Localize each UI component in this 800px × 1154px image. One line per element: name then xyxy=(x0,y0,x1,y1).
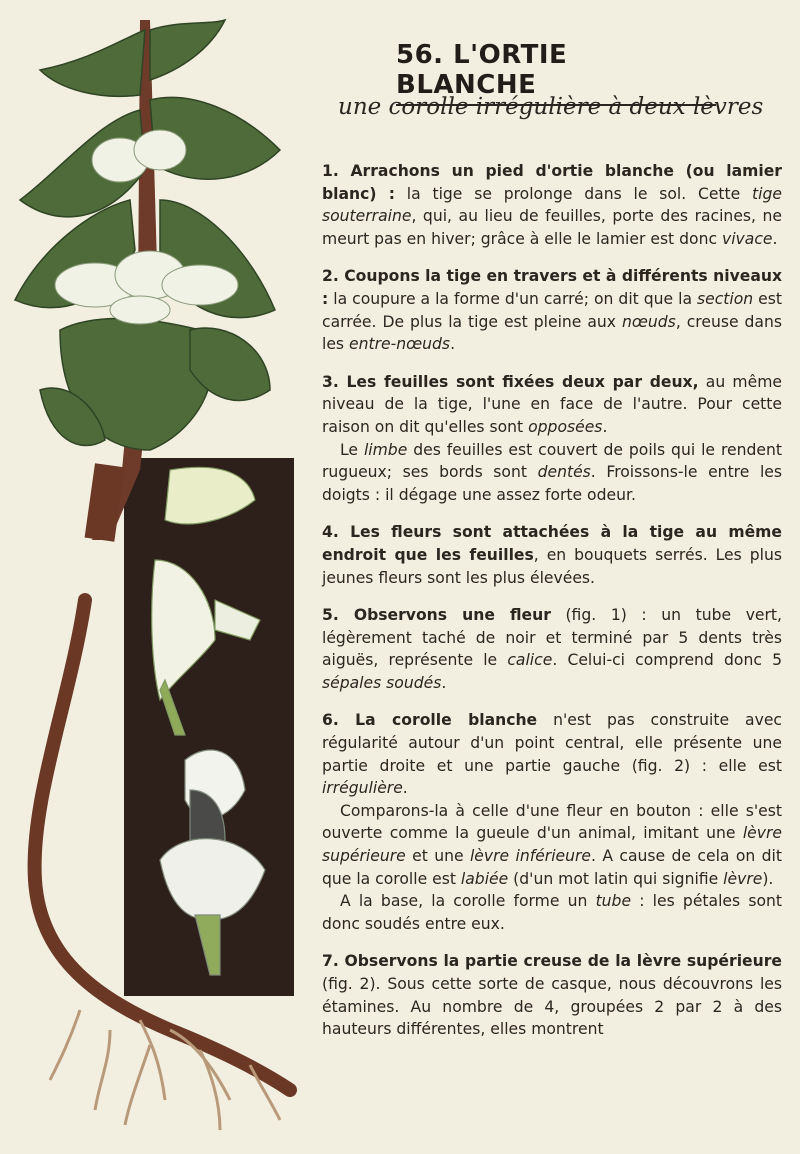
section-1: 1. Arrachons un pied d'ortie blanche (ou lamier blanc) : la tige se prolonge dans le sol. Cette tige souterraine, qui, au lieu de feuilles, porte des racines, ne meurt pas en hiver; grâce à elle le lamier est donc vivace. xyxy=(322,162,782,248)
page-subtitle: une corolle irrégulière à deux lèvres xyxy=(338,94,764,120)
section-2: 2. Coupons la tige en travers et à différents niveaux : la coupure a la forme d'un carré; on dit que la section est carrée. De plus la tige est pleine aux nœuds, creuse dans les entre-nœuds. xyxy=(322,267,782,354)
section-7: 7. Observons la partie creuse de la lèvre supérieure (fig. 2). Sous cette sorte de casque, nous découvrons les étamines. Au nombre de 4, groupées 2 par 2 à des hauteurs différentes, elles montrent xyxy=(322,952,782,1039)
section-3-paragraph-2: Le limbe des feuilles est couvert de poils qui le rendent rugueux; ses bords sont dentés. Froissons-le entre les doigts : il dégage une assez forte odeur. xyxy=(322,440,783,504)
white-dead-nettle-illustration xyxy=(0,0,300,1154)
section-5: 5. Observons une fleur (fig. 1) : un tube vert, légèrement taché de noir et terminé par 5 dents très aiguës, représente le calice. Celui-ci comprend donc 5 sépales soudés. xyxy=(322,606,782,692)
section-6: 6. La corolle blanche n'est pas construite avec régularité autour d'un point central, elle présente une partie droite et une partie gauche (fig. 2) : elle est irrégulière. xyxy=(322,711,782,798)
page-title: 56. L'ORTIE BLANCHE xyxy=(396,40,716,106)
section-4: 4. Les fleurs sont attachées à la tige au même endroit que les feuilles, en bouquets serrés. Les plus jeunes fleurs sont les plus élevées. xyxy=(322,523,782,587)
section-6-paragraph-2: Comparons-la à celle d'une fleur en bouton : elle s'est ouverte comme la gueule d'un animal, imitant une lèvre supérieure et une lèvre inférieure. A cause de cela on dit que la corolle est labiée (d'un mot latin qui signifie lèvre). xyxy=(322,801,782,888)
section-6-paragraph-3: A la base, la corolle forme un tube : les pétales sont donc soudés entre eux. xyxy=(322,892,782,933)
body-text xyxy=(322,160,782,1041)
section-3: 3. Les feuilles sont fixées deux par deux, au même niveau de la tige, l'une en face de l'autre. Pour cette raison on dit qu'elles sont opposées. xyxy=(322,372,782,436)
